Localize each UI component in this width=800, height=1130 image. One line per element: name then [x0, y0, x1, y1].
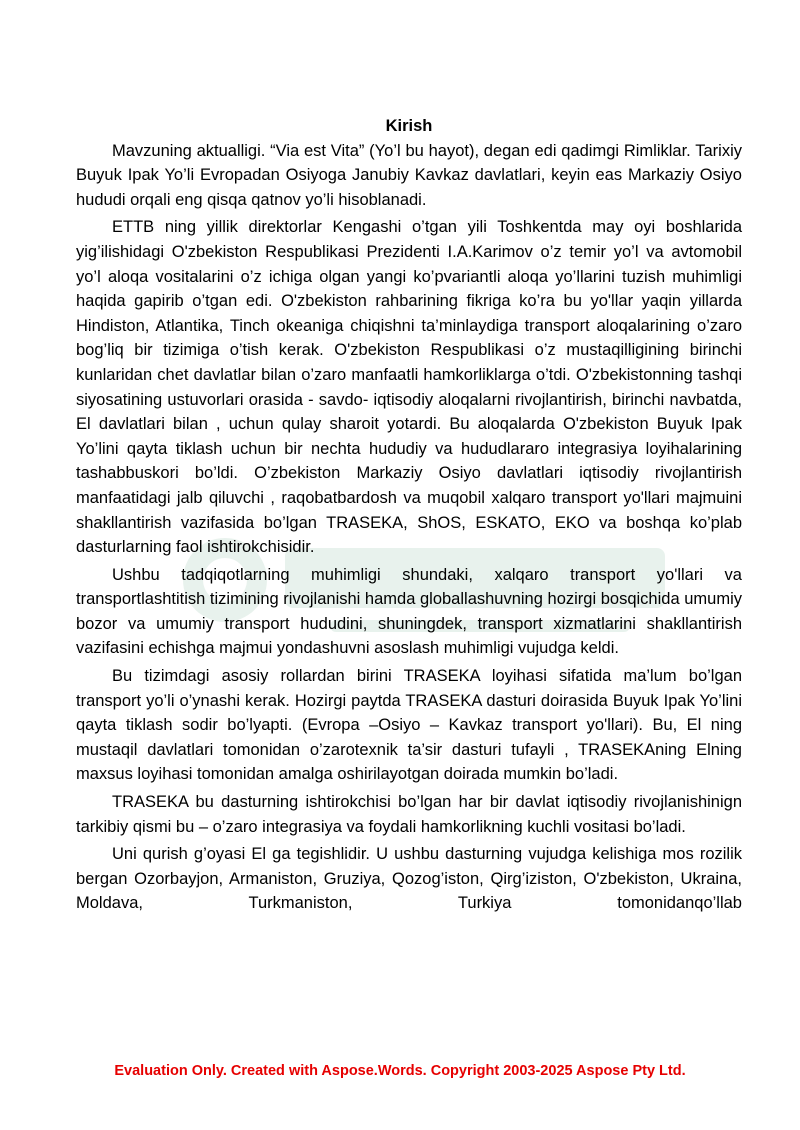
- paragraph-traseka-integration: TRASEKA bu dasturning ishtirokchisi bo’lgan har bir davlat iqtisodiy rivojlanishinign tarkibiy qismi bu – o’zaro integrasiya va foydali hamkorlikning kuchli vositasi bo’ladi.: [76, 793, 742, 836]
- paragraph-ettb-council: ETTB ning yillik direktorlar Kengashi o’tgan yili Toshkentda may oyi boshlarida yig’ilishidagi O'zbekiston Respublikasi Prezidenti I.A.Karimov o’z temir yo’l va avtomobil yo’l aloqa vositalarini o’z ichiga olgan yangi ko’pvariantli aloqa yo’llarini tuzish muhimligi haqida gapirib o’tgan edi. O'zbekiston rahbarining fikriga ko’ra bu yo'llar yaqin yillarda Hindiston, Atlantika, Tinch okeaniga chiqishni ta’minlaydiga transport aloqalarining o’zaro bog’liq bir tizimiga o’tish kerak. O'zbekiston Respublikasi o’z mustaqilligining birinchi kunlaridan chet davlatlar bilan o’zaro manfaatli hamkorliklarga o’tdi. O'zbekistonning tashqi siyosatining ustuvorlari orasida - savdo- iqtisodiy aloqalarni rivojlantirish, birinchi navbatda, El davlatlari bilan , uchun qulay sharoit yotardi. Bu aloqalarda O'zbekiston Buyuk Ipak Yo’lini qayta tiklash uchun bir nechta hududiy va hududlararo integrasiya loyihalarining tashabbuskori bo’ldi. O’zbekiston Markaziy Osiyo davlatlari iqtisodiy rivojlantirish manfaatidagi jalb qiluvchi , raqobatbardosh va muqobil xalqaro transport yo'llari majmuini shakllantirish vazifasida bo’lgan TRASEKA, ShOS, ESKATO, EKO va boshqa ko’plab dasturlarning faol ishtirokchisidir.: [76, 218, 742, 557]
- document-title: Kirish: [385, 117, 433, 135]
- paragraph-participants: Uni qurish g’oyasi El ga tegishlidir. U ushbu dasturning vujudga kelishiga mos rozilik bergan Ozorbayjon, Armaniston, Gruziya, Qozog’iston, Qirg’iziston, O'zbekiston, Ukraina, Moldava, Turkmaniston, Turkiya tomonidanqo’llab: [76, 845, 742, 913]
- paragraph-traseka-role: Bu tizimdagi asosiy rollardan birini TRASEKA loyihasi sifatida ma’lum bo’lgan transport yo’li o’ynashi kerak. Hozirgi paytda TRASEKA dasturi doirasida Buyuk Ipak Yo’lini qayta tiklash sodir bo’lyapti. (Evropa –Osiyo – Kavkaz transport yo'llari). Bu, El ning mustaqil davlatlari tomonidan o’zarotexnik ta’sir dasturi tufayli , TRASEKAning Elning maxsus loyihasi tomonidan amalga oshirilayotgan doirada mumkin bo’ladi.: [76, 667, 742, 784]
- evaluation-notice: Evaluation Only. Created with Aspose.Words. Copyright 2003-2025 Aspose Pty Ltd.: [114, 1063, 686, 1079]
- paragraph-research-importance: Ushbu tadqiqotlarning muhimligi shundaki, xalqaro transport yo'llari va transportlashtitish tizimining rivojlanishi hamda globallashuvning hozirgi bosqichida umumiy bozor va umumiy transport hududini, shuningdek, transport xizmatlarini shakllantirish vazifasini echishga majmui yondashuvni asoslash muhimligi vujudga keldi.: [76, 565, 742, 658]
- document-page: [76, 114, 742, 919]
- paragraph-actuality: Mavzuning aktualligi. “Via est Vita” (Yo’l bu hayot), degan edi qadimgi Rimliklar. Tarixiy Buyuk Ipak Yo’li Evropadan Osiyoga Janubiy Kavkaz davlatlari, keyin eas Markaziy Osiyo hududi orqali eng qisqa qatnov yo’li hisoblanadi.: [76, 141, 742, 209]
